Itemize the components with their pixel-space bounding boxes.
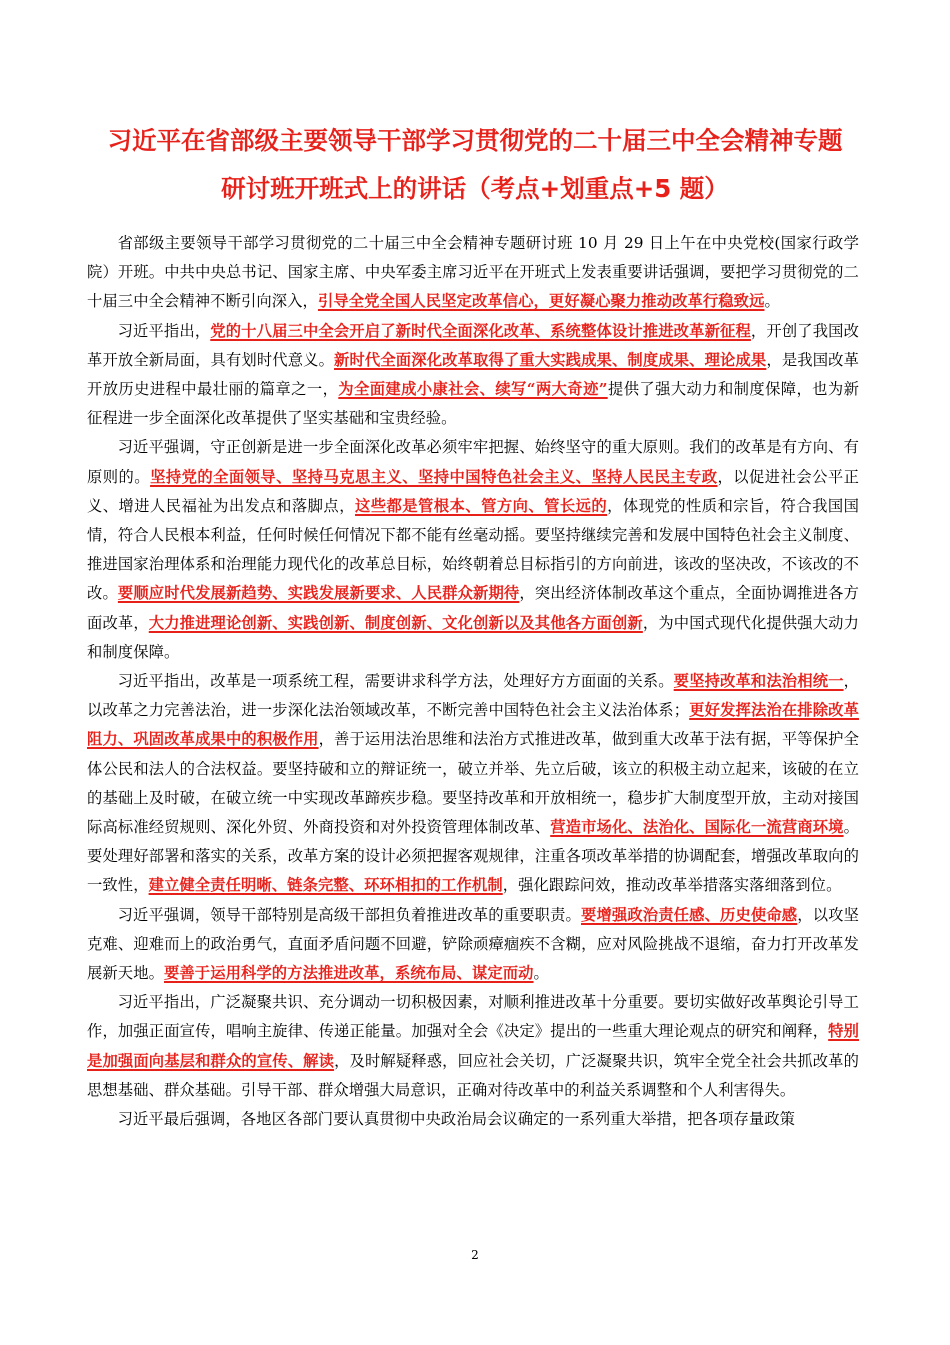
highlighted-key-point: 大力推进理论创新、实践创新、制度创新、文化创新以及其他各方面创新 [148, 613, 643, 632]
page-number: 2 [471, 1248, 479, 1262]
paragraph-text: ，开创了我国改革开放全新局面，具有划时代意义。 [87, 321, 859, 369]
paragraph-text: ，是我国改革开放历史进程中最壮丽的篇章之一， [87, 350, 859, 399]
paragraph-text: ，为中国式现代化提供强大动力和制度保障。 [87, 613, 859, 661]
paragraph-text: 习近平强调，守正创新是进一步全面深化改革必须牢牢把握、始终坚守的重大原则。我们的改革是有方向、有原则的。 [87, 438, 859, 486]
highlighted-key-point: 营造市场化、法治化、国际化一流营商环境 [550, 818, 844, 837]
paragraph-text: ，善于运用法治思维和法治方式推进改革，做到重大改革于法有据，平等保护全体公民和法人的合法权益。要坚持破和立的辩证统一，破立并举、先立后破，该立的积极主动立起来，该破的在立的基础上及时破，在破立统一中实现改革蹄疾步稳。要坚持改革和开放相统一，稳步扩大制度型开放，主动对接国际高标准经贸规则、深化外贸、外商投资和对外投资管理体制改革、 [87, 730, 859, 837]
paragraph-text: 。 [764, 292, 780, 311]
paragraph [87, 667, 859, 901]
paragraph [87, 229, 859, 317]
paragraph [87, 901, 859, 989]
paragraph-text: 习近平最后强调，各地区各部门要认真贯彻中央政治局会议确定的一系列重大举措，把各项存量政策 [117, 1110, 796, 1129]
paragraph-text: ，突出经济体制改革这个重点，全面协调推进各方面改革， [87, 584, 859, 632]
paragraph-text: 。要处理好部署和落实的关系，改革方案的设计必须把握客观规律，注重各项改革举措的协调配套，增强改革取向的一致性， [87, 818, 859, 895]
highlighted-key-point: 这些都是管根本、管方向、管长远的 [354, 496, 608, 515]
paragraph [87, 988, 859, 1105]
paragraph-text: ，以改革之力完善法治，进一步深化法治领域改革，不断完善中国特色社会主义法治体系； [87, 672, 859, 720]
paragraph-text: ，及时解疑释惑，回应社会关切，广泛凝聚共识，筑牢全党全社会共抓改革的思想基础、群众基础。引导干部、群众增强大局意识，正确对待改革中的利益关系调整和个人利害得失。 [87, 1051, 859, 1099]
paragraph-text: ，强化跟踪问效，推动改革举措落实落细落到位。 [502, 876, 842, 895]
highlighted-key-point: 为全面建成小康社会、续写“两大奇迹” [338, 380, 608, 399]
paragraph-text: 。 [533, 964, 549, 983]
paragraph-text: ，体现党的性质和宗旨，符合我国国情，符合人民根本利益，任何时候任何情况下都不能有丝毫动摇。要坚持继续完善和发展中国特色社会主义制度、推进国家治理体系和治理能力现代化的改革总目标，始终朝着总目标指引的方向前进，该改的坚决改，不该改的不改。 [87, 496, 859, 603]
highlighted-key-point: 要善于运用科学的方法推进改革，系统布局、谋定而动 [164, 964, 534, 983]
highlighted-key-point: 更好发挥法治在排除改革阻力、巩固改革成果中的积极作用 [87, 701, 859, 749]
paragraph-text: 省部级主要领导干部学习贯彻党的二十届三中全会精神专题研讨班 10 月 29 日上午在中央党校(国家行政学院）开班。中共中央总书记、国家主席、中央军委主席习近平在开班式上发表重要讲话强调，要把学习贯彻党的二十届三中全会精神不断引向深入， [87, 234, 859, 311]
highlighted-key-point: 建立健全责任明晰、链条完整、环环相扣的工作机制 [148, 876, 503, 895]
paragraph-text: 习近平指出，广泛凝聚共识、充分调动一切积极因素，对顺利推进改革十分重要。要切实做好改革舆论引导工作，加强正面宣传，唱响主旋律、传递正能量。加强对全会《决定》提出的一些重大理论观点的研究和阐释， [87, 993, 859, 1041]
highlighted-key-point: 要顺应时代发展新趋势、实践发展新要求、人民群众新期待 [117, 584, 520, 603]
highlighted-key-point: 坚持党的全面领导、坚持马克思主义、坚持中国特色社会主义、坚持人民民主专政 [150, 467, 718, 486]
highlighted-key-point: 要增强政治责任感、历史使命感 [581, 905, 798, 924]
paragraph-text: 习近平强调，领导干部特别是高级干部担负着推进改革的重要职责。 [117, 905, 581, 924]
highlighted-key-point: 党的十八届三中全会开启了新时代全面深化改革、系统整体设计推进改革新征程 [210, 321, 751, 340]
paragraph-text: 提供了强大动力和制度保障，也为新征程进一步全面深化改革提供了坚实基础和宝贵经验。 [87, 380, 859, 428]
paragraph-text: ，以攻坚克难、迎难而上的政治勇气，直面矛盾问题不回避，铲除顽瘴痼疾不含糊，应对风险挑战不退缩，奋力打开改革发展新天地。 [87, 905, 859, 983]
article-body [87, 229, 859, 1209]
highlighted-key-point: 新时代全面深化改革取得了重大实践成果、制度成果、理论成果 [334, 350, 767, 369]
highlighted-key-point: 引导全党全国人民坚定改革信心，更好凝心聚力推动改革行稳致远 [317, 292, 765, 311]
title-line-1: 习近平在省部级主要领导干部学习贯彻党的二十届三中全会精神专题 [107, 126, 843, 155]
highlighted-key-point: 要坚持改革和法治相统一 [673, 672, 844, 691]
paragraph-text: 习近平指出， [117, 321, 211, 340]
title-line-2: 研讨班开班式上的讲话（考点+划重点+5 题） [221, 174, 729, 203]
paragraph [87, 1105, 859, 1134]
highlighted-key-point: 特别是加强面向基层和群众的宣传、解读 [87, 1022, 859, 1070]
paragraph [87, 433, 859, 667]
paragraph [87, 317, 859, 434]
paragraph-text: ，以促进社会公平正义、增进人民福祉为出发点和落脚点， [87, 467, 859, 515]
paragraph-text: 习近平指出，改革是一项系统工程，需要讲求科学方法，处理好方方面面的关系。 [117, 672, 674, 691]
